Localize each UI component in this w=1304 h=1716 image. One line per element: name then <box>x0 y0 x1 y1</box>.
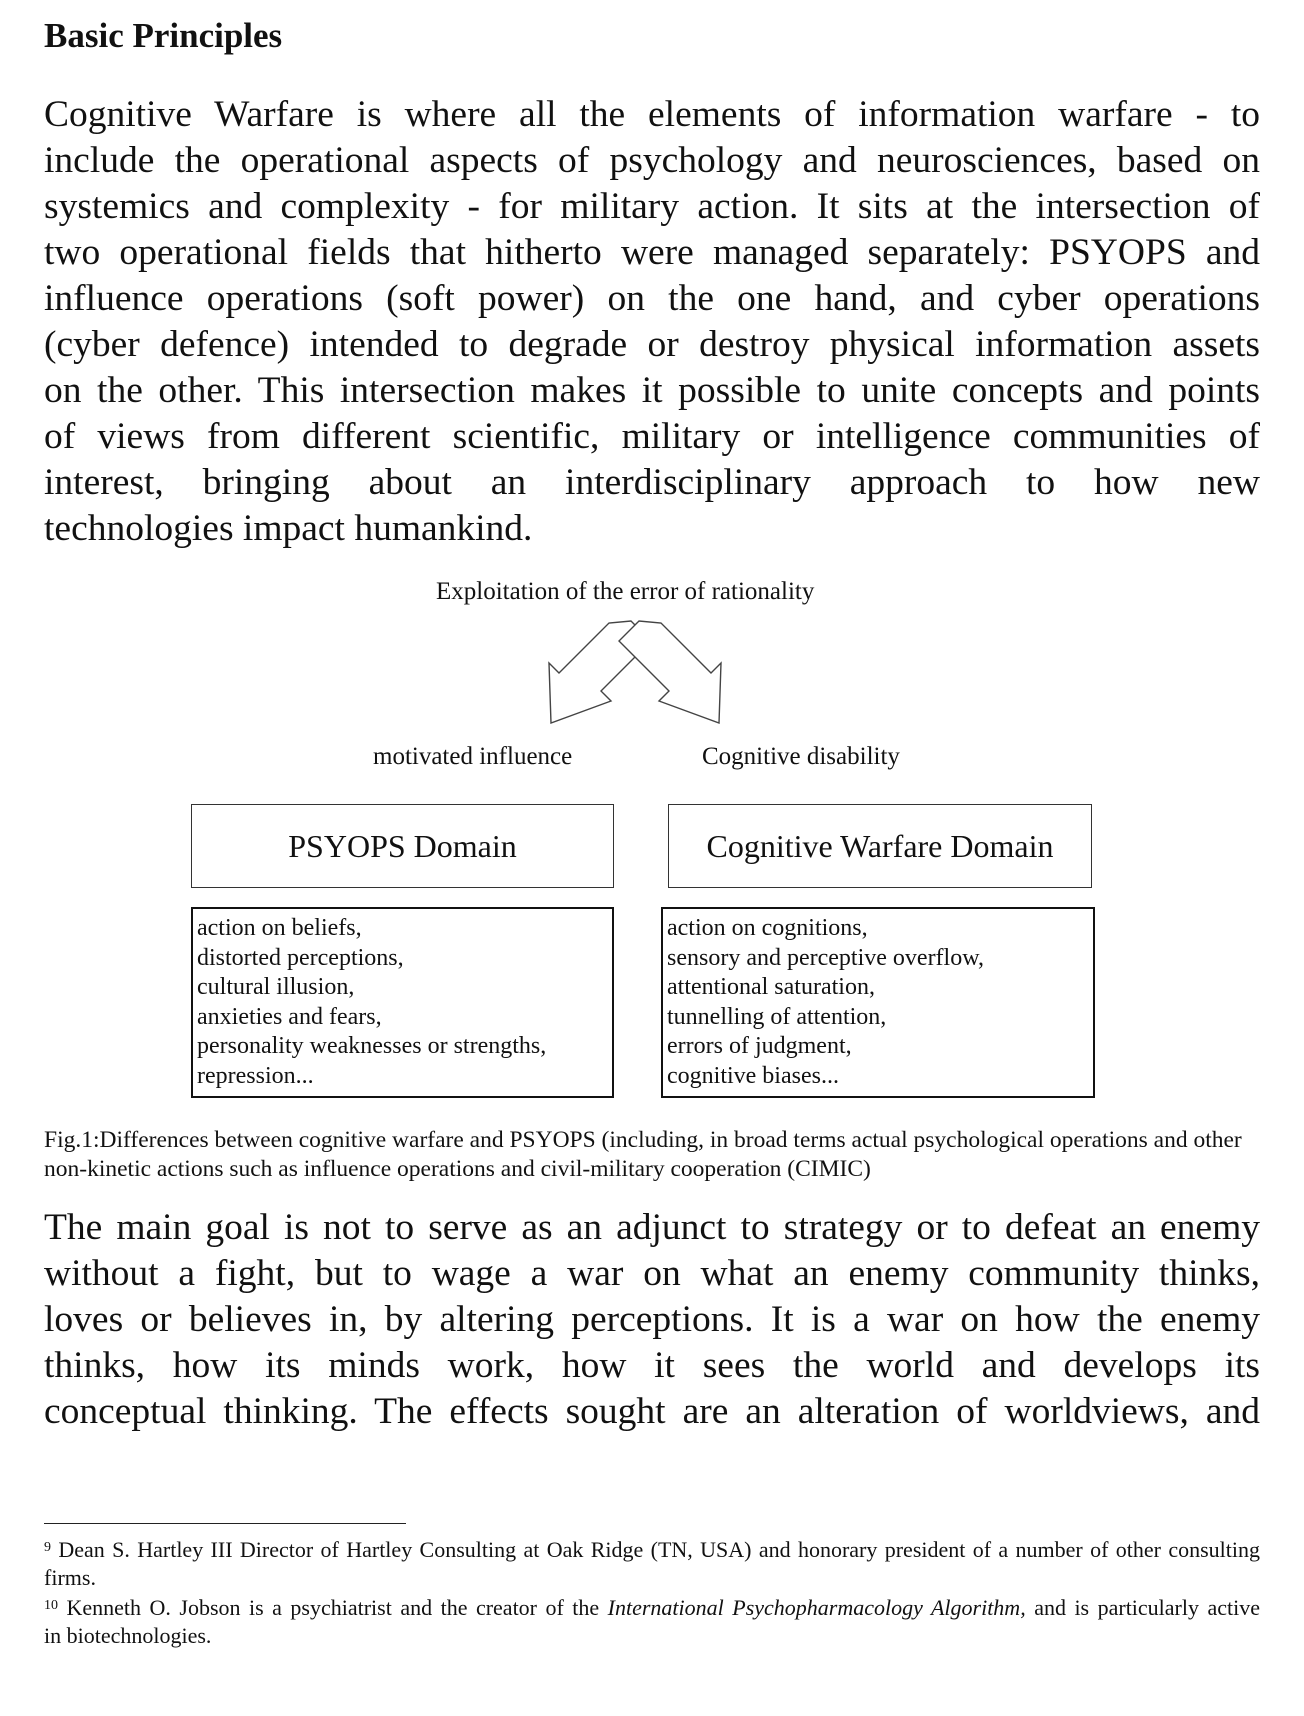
list-item: tunnelling of attention, <box>667 1003 887 1030</box>
text-line: thinks, how its minds work, how it sees the world and develops its <box>44 1345 1260 1386</box>
list-item: cultural illusion, <box>197 974 355 1000</box>
section-heading: Basic Principles <box>44 16 283 55</box>
footnote-text: Kenneth O. Jobson is a psychiatrist and the creator of the <box>66 1595 608 1620</box>
cognitive-warfare-domain-box: Cognitive Warfare Domain <box>668 804 1092 888</box>
list-item: anxieties and fears, <box>197 1003 382 1030</box>
footnote-divider <box>44 1523 406 1524</box>
psyops-characteristics-box <box>191 907 614 1098</box>
footnote-text: Dean S. Hartley III Director of Hartley Consulting at Oak Ridge (TN, USA) and honorary president of a number of other consulting <box>58 1537 1260 1562</box>
list-item: action on beliefs, <box>197 915 362 941</box>
footnote-italic-title: International Psychopharmacology Algorithm, <box>607 1595 1026 1620</box>
text-line: of views from different scientific, military or intelligence communities of <box>44 416 1260 457</box>
list-item: cognitive biases... <box>667 1062 839 1089</box>
left-arrow-label: motivated influence <box>373 743 573 770</box>
list-item: sensory and perceptive overflow, <box>667 944 984 971</box>
crossed-arrows-icon <box>535 615 735 735</box>
paragraph-main-goal <box>44 1205 1260 1435</box>
right-arrow-label: Cognitive disability <box>702 743 900 770</box>
text-line: on the other. This intersection makes it possible to unite concepts and points <box>44 370 1260 411</box>
text-line: two operational fields that hitherto were managed separately: PSYOPS and <box>44 232 1260 273</box>
paragraph-intro <box>44 92 1260 552</box>
footnote-text: firms. <box>44 1565 96 1590</box>
cognitive-warfare-characteristics-box <box>661 907 1095 1098</box>
list-item: errors of judgment, <box>667 1033 852 1059</box>
text-line: conceptual thinking. The effects sought are an alteration of worldviews, and <box>44 1391 1260 1432</box>
text-line: systemics and complexity - for military action. It sits at the intersection of <box>44 186 1260 227</box>
figure-top-label: Exploitation of the error of rationality <box>436 578 815 605</box>
list-item: attentional saturation, <box>667 974 875 1000</box>
footnote-text: and is particularly active <box>1025 1595 1261 1620</box>
list-item: distorted perceptions, <box>197 944 404 971</box>
text-line: loves or believes in, by altering perceptions. It is a war on how the enemy <box>44 1299 1260 1340</box>
psyops-domain-box: PSYOPS Domain <box>191 804 614 888</box>
text-line: interest, bringing about an interdisciplinary approach to how new <box>44 462 1260 503</box>
arrow-down-right <box>619 621 721 723</box>
footnote-number: 9 <box>44 1540 51 1555</box>
text-line: influence operations (soft power) on the one hand, and cyber operations <box>44 278 1260 319</box>
figure-caption: Fig.1:Differences between cognitive warfare and PSYOPS (including, in broad terms actual psychological operations and other non-kinetic actions such as influence operations and civil-military cooperation (CIMIC) <box>44 1127 1242 1182</box>
text-line: without a fight, but to wage a war on what an enemy community thinks, <box>44 1253 1260 1294</box>
footnote-10 <box>44 1594 1260 1650</box>
list-item: personality weaknesses or strengths, <box>197 1033 547 1059</box>
text-line: The main goal is not to serve as an adjunct to strategy or to defeat an enemy <box>44 1207 1260 1248</box>
text-line: technologies impact humankind. <box>44 508 533 549</box>
text-line: (cyber defence) intended to degrade or destroy physical information assets <box>44 324 1260 365</box>
footnote-9 <box>44 1536 1260 1592</box>
list-item: action on cognitions, <box>667 915 868 941</box>
text-line: include the operational aspects of psychology and neurosciences, based on <box>44 140 1260 181</box>
footnote-number: 10 <box>44 1598 58 1613</box>
text-line: Cognitive Warfare is where all the elements of information warfare - to <box>44 94 1260 135</box>
list-item: repression... <box>197 1062 314 1089</box>
footnote-text: in biotechnologies. <box>44 1623 212 1648</box>
